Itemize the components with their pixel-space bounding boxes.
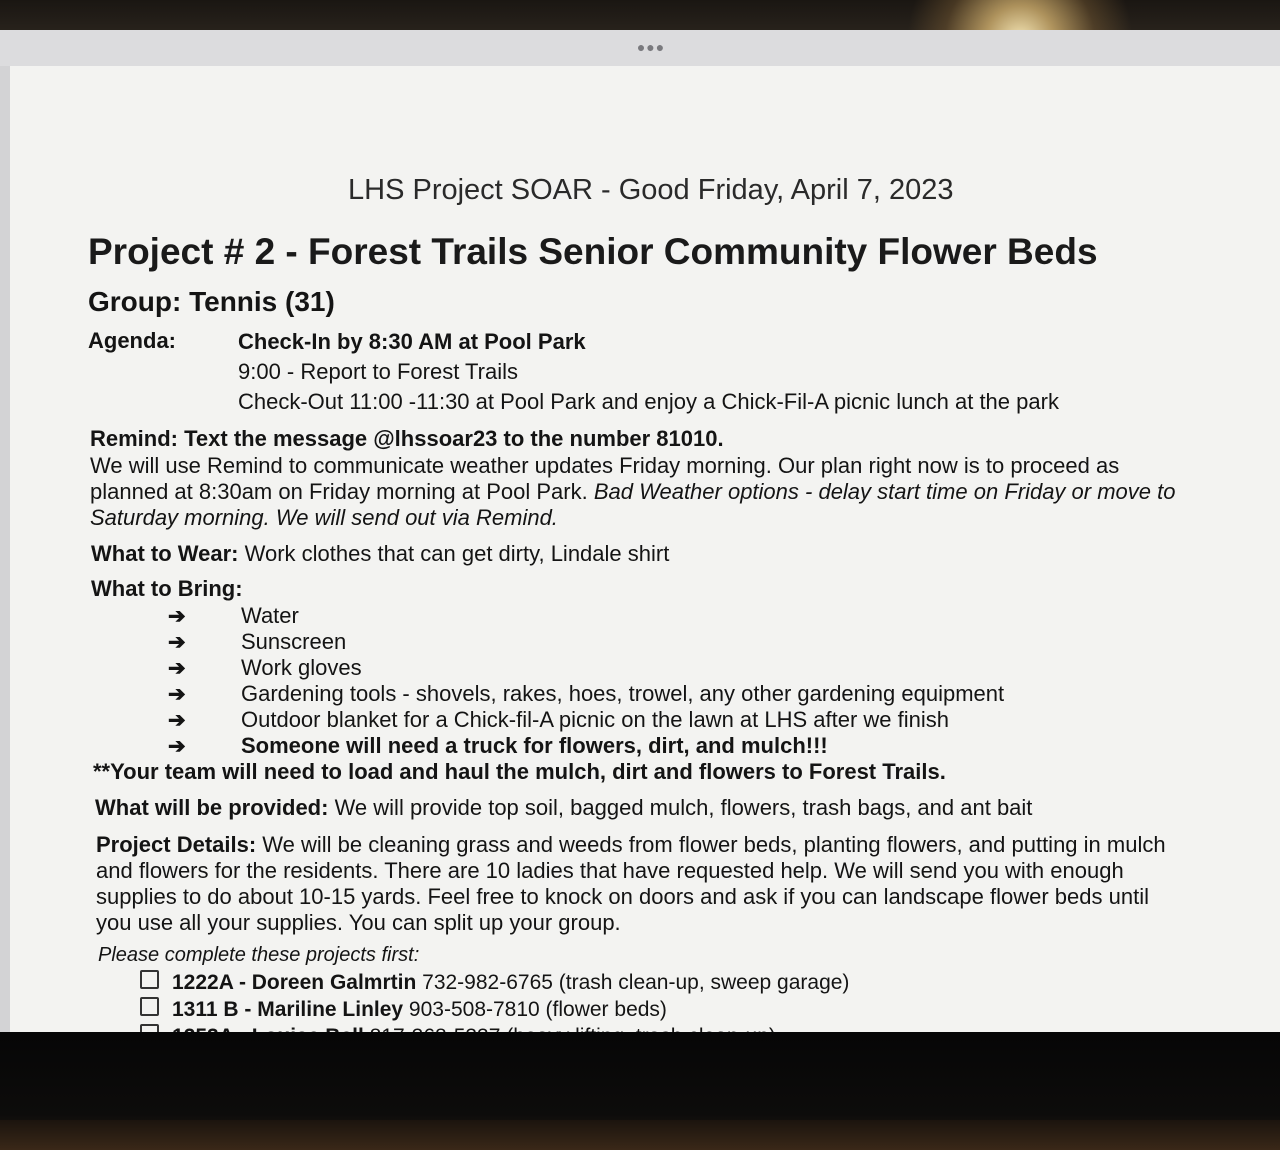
remind-text-line-3: Saturday morning. We will send out via Remind. <box>90 505 558 530</box>
what-to-bring-label: What to Bring: <box>91 576 243 601</box>
bring-item-water: Water <box>241 603 299 628</box>
arrow-right-icon: ➔ <box>168 605 186 628</box>
project-details-label: Project Details: <box>96 832 257 857</box>
checklist-item <box>172 971 849 995</box>
what-to-wear-text: Work clothes that can get dirty, Lindale shirt <box>238 541 670 566</box>
checklist-contact: 732-982-6765 (trash clean-up, sweep garage) <box>416 971 850 994</box>
bad-weather-options: Bad Weather options - delay start time on Friday or move to <box>593 479 1176 504</box>
ellipsis-horizontal-icon[interactable]: ●●● <box>636 39 666 55</box>
checklist-intro: Please complete these projects first: <box>98 944 420 966</box>
bring-item-sunscreen: Sunscreen <box>241 629 347 654</box>
remind-text-line-1: We will use Remind to communicate weather updates Friday morning. Our plan right now is to proceed as <box>90 453 1120 478</box>
tablet-screen <box>0 30 1280 1032</box>
what-to-wear-label: What to Wear: <box>91 541 239 566</box>
remind-heading: Remind: Text the message @lhssoar23 to the number 81010. <box>90 426 724 451</box>
project-details-line-3: supplies to do about 10-15 yards. Feel free to knock on doors and ask if you can landscape flower beds until <box>96 884 1149 909</box>
what-to-wear <box>91 541 669 567</box>
arrow-right-icon: ➔ <box>168 631 186 654</box>
arrow-right-icon: ➔ <box>168 683 186 706</box>
agenda-item-report: 9:00 - Report to Forest Trails <box>238 359 518 384</box>
checklist-item <box>172 998 667 1022</box>
arrow-right-icon: ➔ <box>168 657 186 680</box>
checklist-unit-name: 1311 B - Mariline Linley <box>172 998 404 1021</box>
remind-text-line-2 <box>90 479 1175 505</box>
project-details-line-1 <box>96 832 1166 858</box>
agenda-label: Agenda: <box>88 328 176 353</box>
bring-item-gardening-tools: Gardening tools - shovels, rakes, hoes, trowel, any other gardening equipment <box>241 681 1005 706</box>
checklist-unit-name: 1222A - Doreen Galmrtin <box>172 971 417 994</box>
document-subtitle: LHS Project SOAR - Good Friday, April 7, 2023 <box>348 174 954 206</box>
checkbox[interactable] <box>140 997 159 1016</box>
bring-item-outdoor-blanket: Outdoor blanket for a Chick-fil-A picnic on the lawn at LHS after we finish <box>241 707 950 732</box>
project-details-text: We will be cleaning grass and weeds from flower beds, planting flowers, and putting in mulch <box>256 832 1166 857</box>
project-details-line-2: and flowers for the residents. There are 10 ladies that have requested help. We will send you with enough <box>96 858 1124 883</box>
remind-plain-text: planned at 8:30am on Friday morning at Pool Park. <box>90 479 594 504</box>
bring-item-truck: Someone will need a truck for flowers, dirt, and mulch!!! <box>241 733 828 758</box>
bring-item-work-gloves: Work gloves <box>241 655 362 680</box>
arrow-right-icon: ➔ <box>168 709 186 732</box>
project-details-line-4: you use all your supplies. You can split up your group. <box>96 910 621 935</box>
provided-text: We will provide top soil, bagged mulch, flowers, trash bags, and ant bait <box>328 795 1033 820</box>
what-will-be-provided <box>95 795 1032 821</box>
app-top-bar <box>0 30 1280 66</box>
checklist-contact: 903-508-7810 (flower beds) <box>403 998 667 1021</box>
provided-label: What will be provided: <box>95 795 329 820</box>
document-page <box>10 66 1280 1032</box>
table-surface <box>0 1120 1280 1150</box>
agenda-item-checkout: Check-Out 11:00 -11:30 at Pool Park and enjoy a Chick-Fil-A picnic lunch at the park <box>238 389 1059 414</box>
document-title: Project # 2 - Forest Trails Senior Community Flower Beds <box>88 231 1098 272</box>
checkbox[interactable] <box>140 970 159 989</box>
agenda-item-checkin: Check-In by 8:30 AM at Pool Park <box>238 329 586 354</box>
group-heading: Group: Tennis (31) <box>88 286 335 317</box>
arrow-right-icon: ➔ <box>168 735 186 758</box>
team-haul-note: **Your team will need to load and haul the mulch, dirt and flowers to Forest Trails. <box>93 759 946 784</box>
